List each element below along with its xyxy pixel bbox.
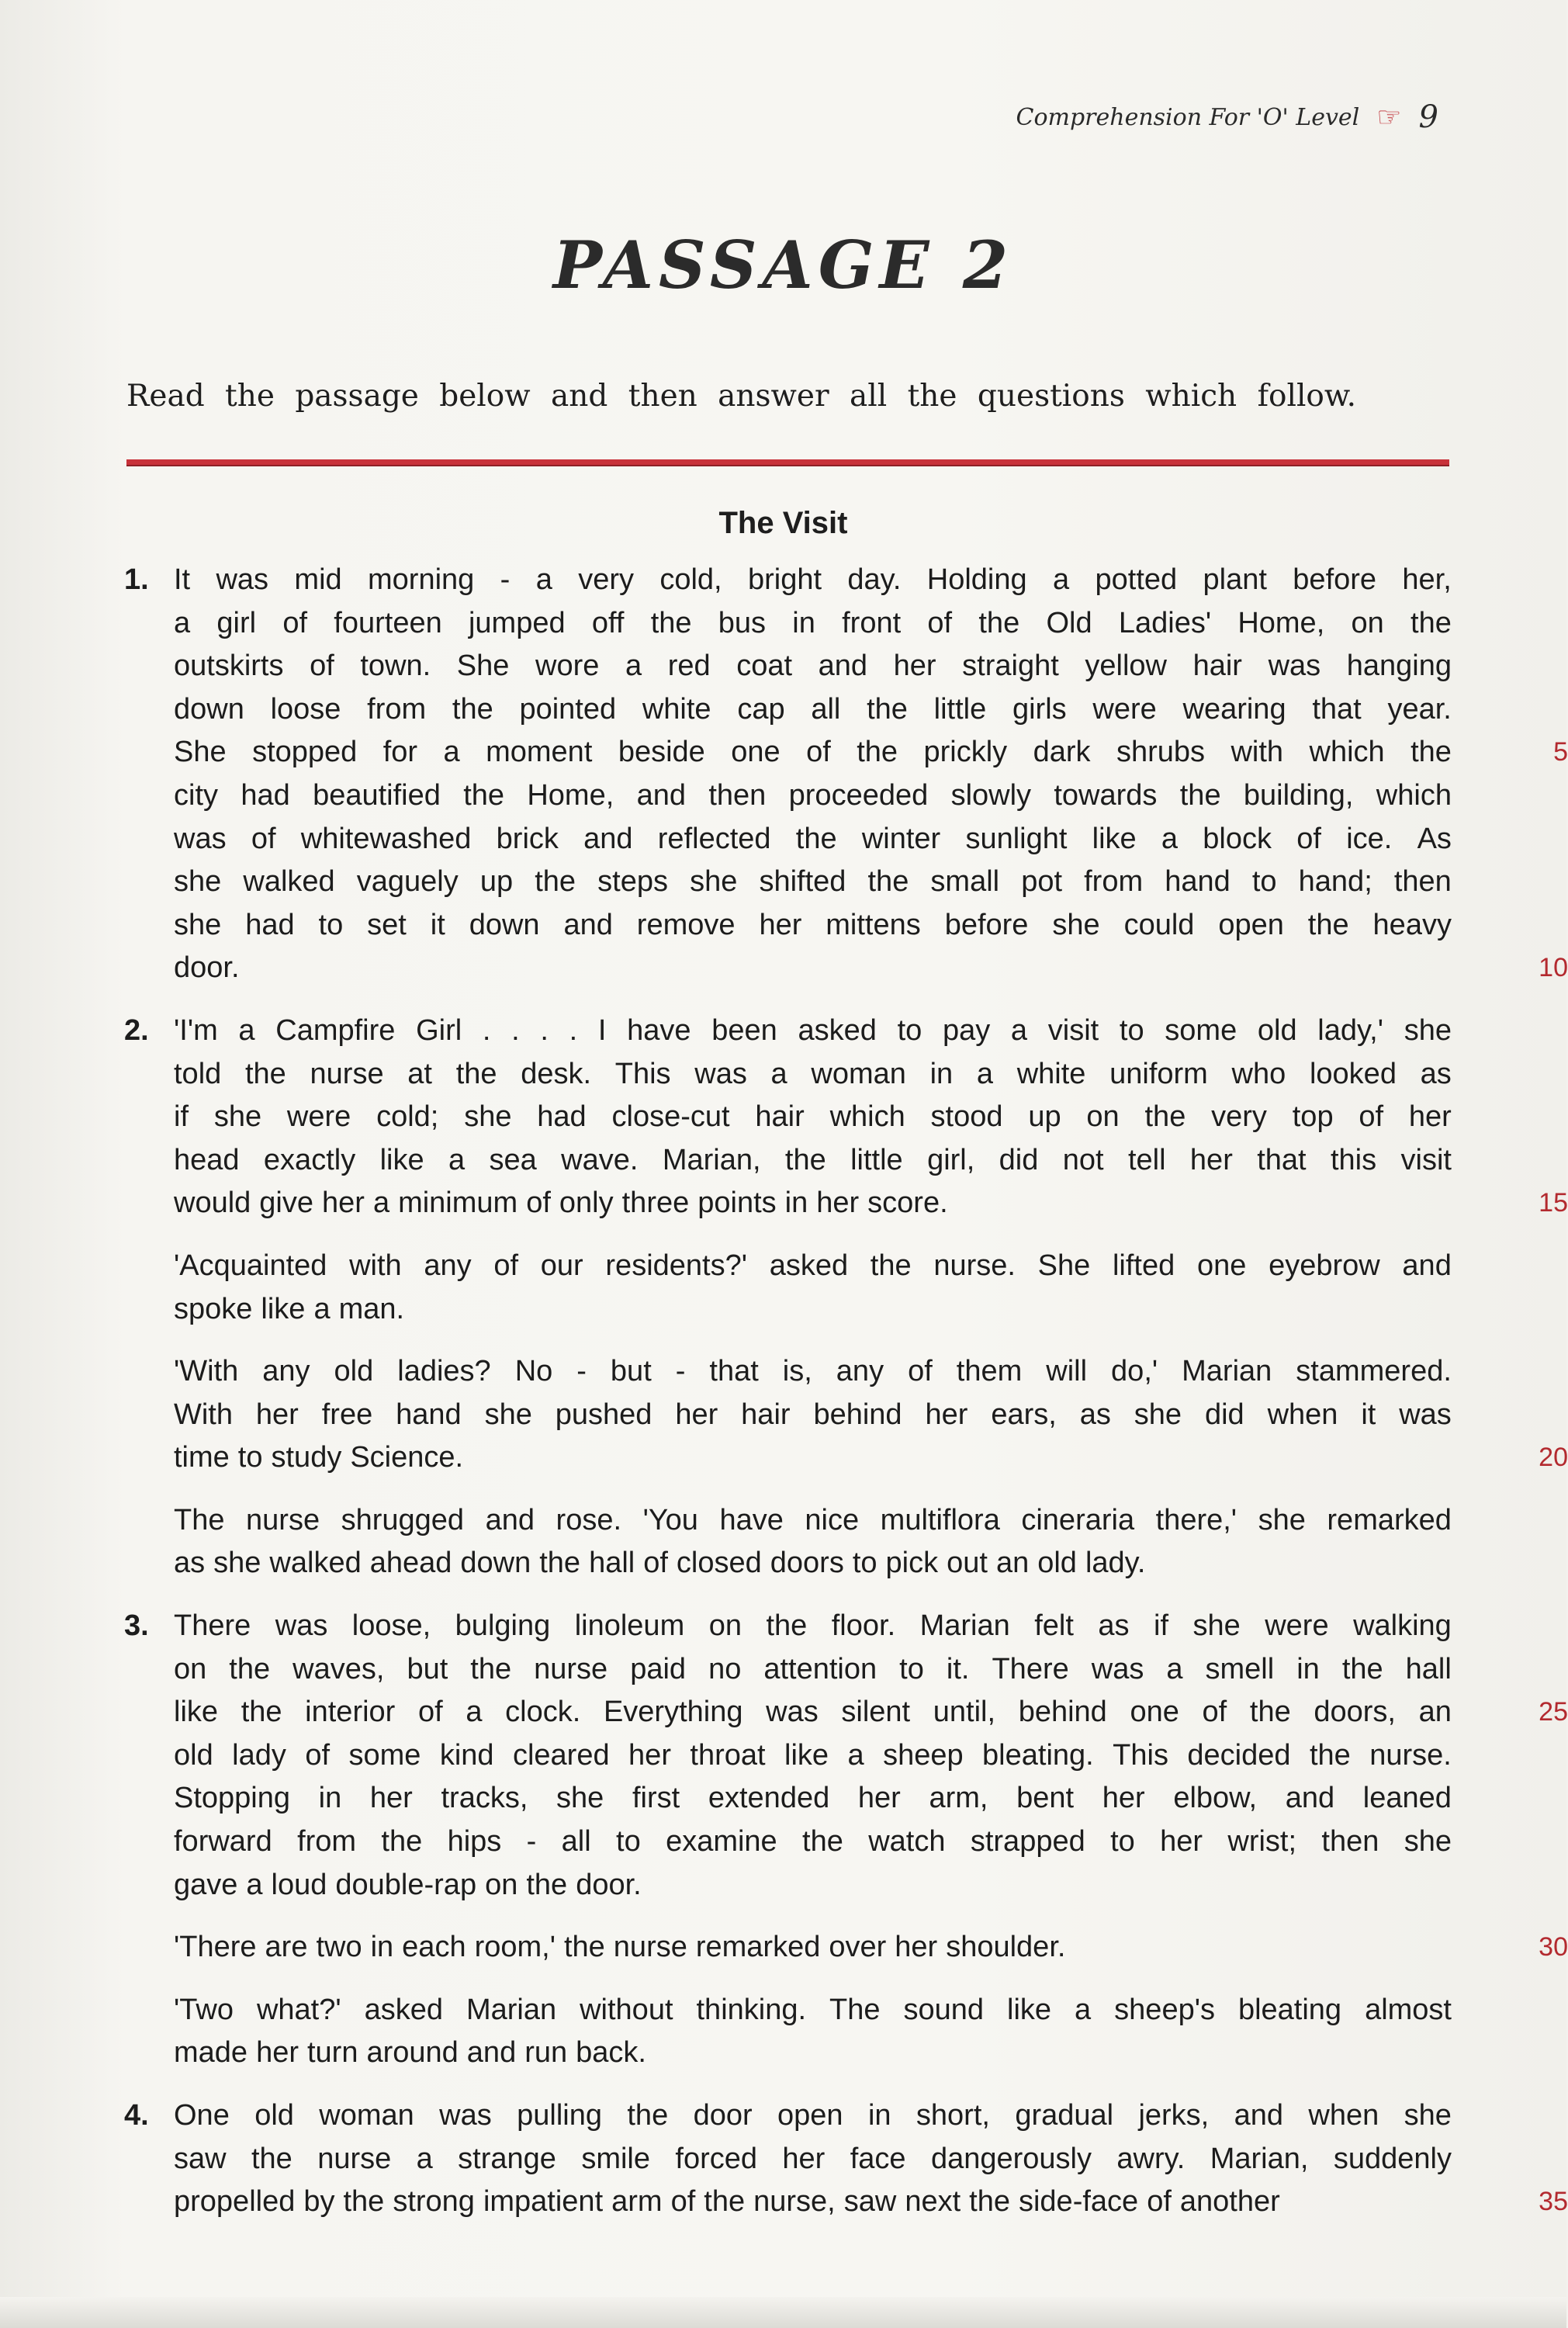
paragraph-number: 3. (124, 1609, 149, 1643)
pointing-hand-icon: ☞ (1376, 101, 1402, 133)
text-line: made her turn around and run back. (174, 2036, 646, 2070)
text-line: as she walked ahead down the hall of closed doors to pick out an old lady. (174, 1547, 1146, 1580)
text-line: time to study Science. 20 (174, 1436, 1452, 1480)
text-line: down loose from the pointed white cap all the little girls were wearing that year. (174, 692, 1452, 726)
text-line: she had to set it down and remove her mittens before she could open the heavy (174, 908, 1452, 941)
text-line: old lady of some kind cleared her throat like a sheep bleating. This decided the nurse. (174, 1738, 1452, 1772)
text-line: The nurse shrugged and rose. 'You have nice multiflora cineraria there,' she remarked (174, 1503, 1452, 1536)
running-header (1016, 99, 1438, 135)
text-line: spoke like a man. (174, 1292, 405, 1325)
paragraph (174, 1926, 1568, 1969)
line-number: 5 (1553, 737, 1568, 767)
passage-body (124, 559, 1568, 2243)
paragraph (124, 1605, 1568, 1907)
running-title: Comprehension For 'O' Level (1016, 103, 1360, 131)
text-line: 'I'm a Campfire Girl . . . . I have been asked to pay a visit to some old lady,' she (174, 1013, 1452, 1047)
line-number: 30 (1539, 1932, 1568, 1963)
text-line: gave a loud double-rap on the door. (174, 1868, 642, 1901)
paragraph (174, 1245, 1459, 1331)
text-line: head exactly like a sea wave. Marian, the little girl, did not tell her that this visit (174, 1143, 1452, 1176)
paragraph (124, 2094, 1568, 2224)
page-edge (0, 2297, 1566, 2328)
text-line: on the waves, but the nurse paid no attention to it. There was a smell in the hall (174, 1652, 1452, 1685)
text-line: 'There are two in each room,' the nurse remarked over her shoulder. 30 (174, 1926, 1452, 1969)
paragraph-number: 1. (124, 563, 149, 596)
text-line: a girl of fourteen jumped off the bus in front of the Old Ladies' Home, on the (174, 606, 1452, 639)
paragraph (174, 1989, 1459, 2075)
paragraph (174, 1499, 1459, 1585)
text-line: she walked vaguely up the steps she shifted the small pot from hand to hand; then (174, 865, 1452, 899)
text-line: outskirts of town. She wore a red coat and her straight yellow hair was hanging (174, 650, 1452, 683)
paragraph-number: 2. (124, 1013, 149, 1047)
story-title: The Visit (718, 506, 848, 540)
text-line: door. 10 (174, 947, 1452, 990)
text-line: saw the nurse a strange smile forced her face dangerously awry. Marian, suddenly (174, 2142, 1452, 2175)
text-line: if she were cold; she had close-cut hair which stood up on the very top of her (174, 1100, 1452, 1134)
line-number: 15 (1539, 1188, 1568, 1218)
text-line: 'Acquainted with any of our residents?' asked the nurse. She lifted one eyebrow and (174, 1249, 1452, 1282)
text-line: She stopped for a moment beside one of the prickly dark shrubs with which the 5 (174, 731, 1452, 774)
page-number: 9 (1418, 99, 1438, 135)
divider-rule (126, 459, 1449, 466)
line-number: 10 (1539, 953, 1568, 983)
passage-title: PASSAGE 2 (552, 227, 1014, 303)
text-line: was of whitewashed brick and reflected the winter sunlight like a block of ice. As (174, 822, 1452, 855)
line-number: 35 (1539, 2187, 1568, 2217)
paragraph (174, 1350, 1568, 1480)
text-line: There was loose, bulging linoleum on the floor. Marian felt as if she were walking (174, 1609, 1452, 1643)
text-line: 'With any old ladies? No - but - that is, any of them will do,' Marian stammered. (174, 1355, 1452, 1388)
text-line: city had beautified the Home, and then proceeded slowly towards the building, which (174, 778, 1452, 812)
paragraph (124, 1010, 1568, 1225)
text-line: 'Two what?' asked Marian without thinking. The sound like a sheep's bleating almost (174, 1993, 1452, 2026)
line-number: 20 (1539, 1443, 1568, 1473)
text-line: One old woman was pulling the door open in short, gradual jerks, and when she (174, 2099, 1452, 2132)
text-line: like the interior of a clock. Everything was silent until, behind one of the doors, an 25 (174, 1691, 1452, 1734)
text-line: It was mid morning - a very cold, bright day. Holding a potted plant before her, (174, 563, 1452, 596)
text-line: would give her a minimum of only three points in her score. 15 (174, 1182, 1452, 1225)
instruction-text: Read the passage below and then answer all the questions which follow. (126, 379, 1357, 414)
text-line: With her free hand she pushed her hair behind her ears, as she did when it was (174, 1398, 1452, 1431)
paragraph-number: 4. (124, 2099, 149, 2132)
text-line: forward from the hips - all to examine the watch strapped to her wrist; then she (174, 1825, 1452, 1859)
paragraph (124, 559, 1568, 990)
text-line: Stopping in her tracks, she first extended her arm, bent her elbow, and leaned (174, 1782, 1452, 1815)
line-number: 25 (1539, 1697, 1568, 1727)
text-line: propelled by the strong impatient arm of the nurse, saw next the side-face of another 35 (174, 2181, 1452, 2224)
text-line: told the nurse at the desk. This was a woman in a white uniform who looked as (174, 1057, 1452, 1090)
